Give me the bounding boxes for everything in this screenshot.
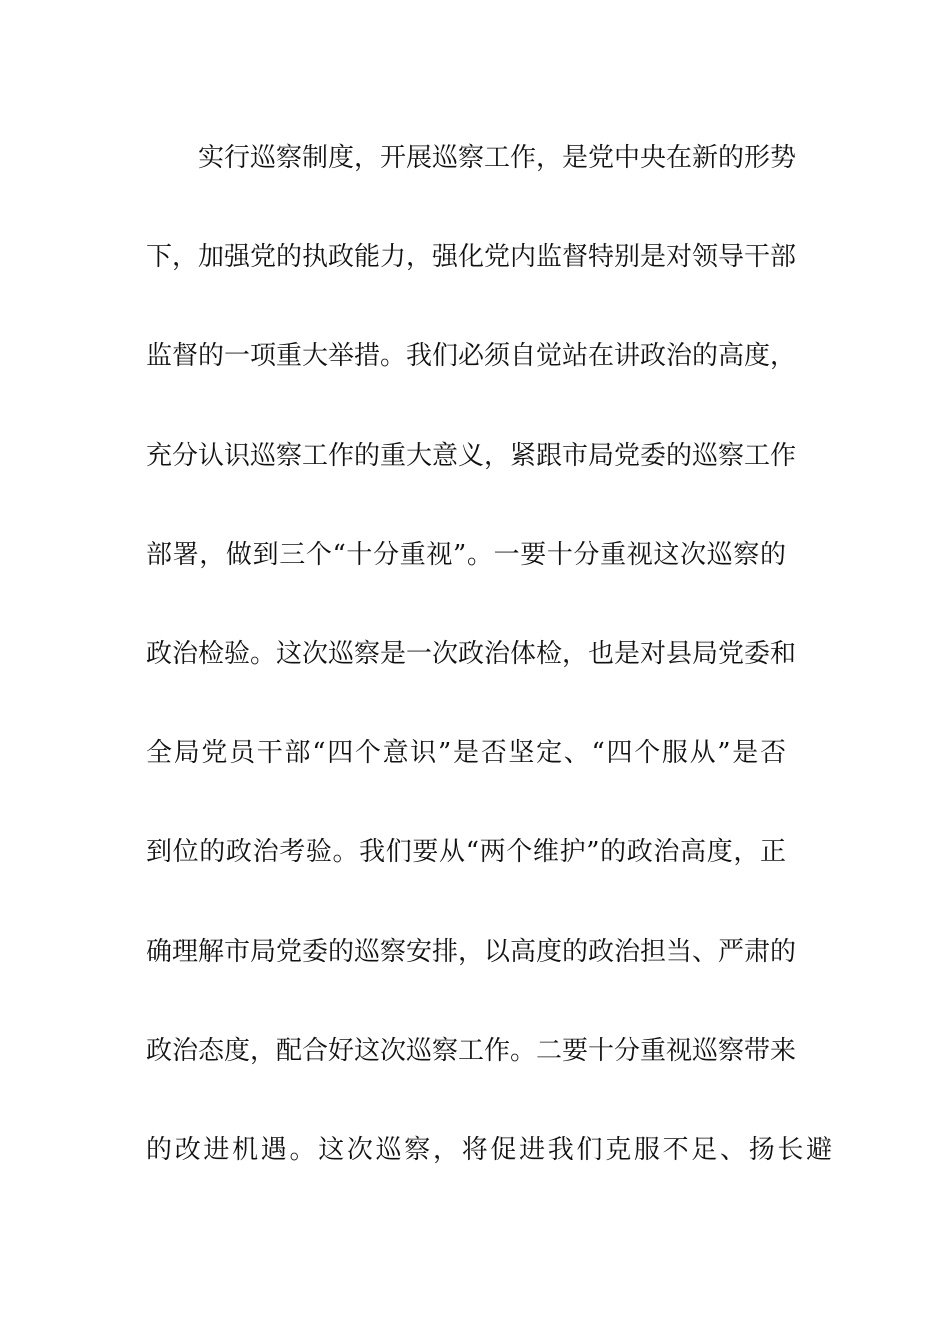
paragraph-line: 充分认识巡察工作的重大意义，紧跟市局党委的巡察工作 — [146, 440, 797, 471]
paragraph-line: 部署，做到三个“十分重视”。一要十分重视这次巡察的 — [146, 539, 786, 570]
body-paragraph — [146, 134, 835, 1225]
paragraph-line: 监督的一项重大举措。我们必须自觉站在讲政治的高度， — [146, 341, 797, 372]
paragraph-line: 实行巡察制度，开展巡察工作，是党中央在新的形势 — [198, 143, 797, 173]
paragraph-line: 下，加强党的执政能力，强化党内监督特别是对领导干部 — [146, 242, 797, 273]
paragraph-line: 政治检验。这次巡察是一次政治体检，也是对县局党委和 — [146, 638, 797, 669]
paragraph-line: 的改进机遇。这次巡察，将促进我们克服不足、扬长避 — [146, 1134, 835, 1165]
paragraph-line: 确理解市局党委的巡察安排，以高度的政治担当、严肃的 — [146, 936, 797, 967]
paragraph-line: 全局党员干部“四个意识”是否坚定、“四个服从”是否 — [146, 738, 786, 769]
paragraph-line: 到位的政治考验。我们要从“两个维护”的政治高度，正 — [146, 837, 786, 868]
paragraph-line: 政治态度，配合好这次巡察工作。二要十分重视巡察带来 — [146, 1035, 797, 1066]
